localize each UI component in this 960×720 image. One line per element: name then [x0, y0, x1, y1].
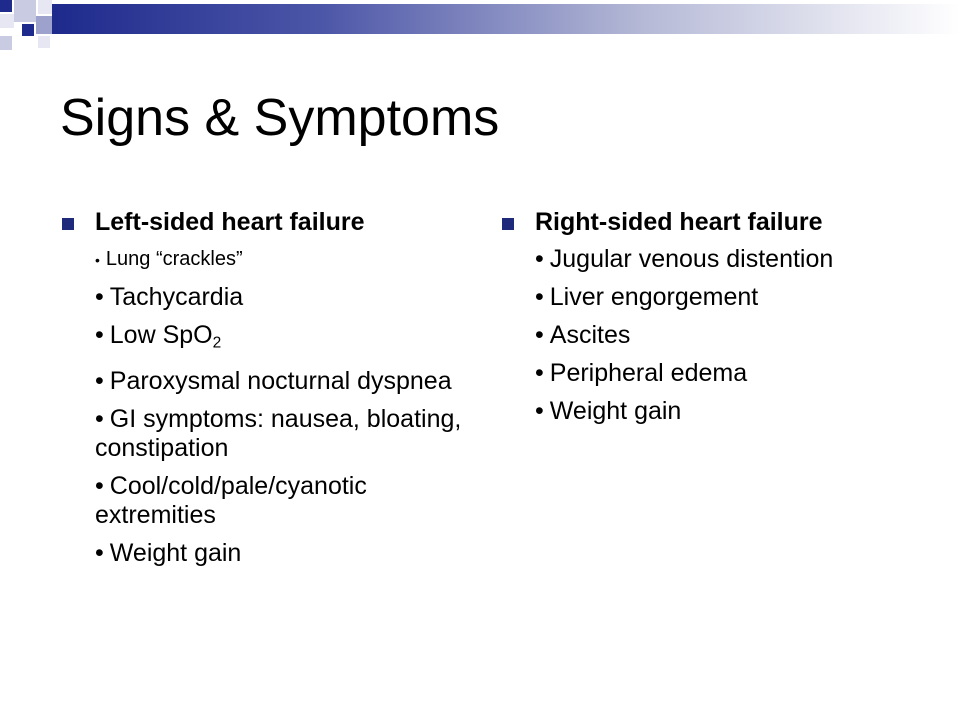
slide-title: Signs & Symptoms	[60, 89, 500, 147]
left-heading-text: Left-sided heart failure	[95, 208, 365, 236]
bullet-icon: •	[535, 359, 544, 387]
corner-square-1	[0, 0, 12, 12]
list-item: • Cool/cold/pale/cyanotic extremities	[95, 471, 367, 529]
list-item: • Lung “crackles”	[95, 248, 243, 270]
right-heading	[500, 205, 940, 239]
corner-square-7	[0, 36, 12, 50]
corner-square-6	[36, 16, 52, 34]
bullet-icon: •	[95, 538, 104, 567]
list-item: • Weight gain	[535, 397, 682, 425]
bullet-icon: •	[535, 245, 544, 273]
right-symptom-list	[500, 245, 940, 426]
bullet-icon: •	[95, 471, 104, 500]
list-item: • Ascites	[535, 321, 631, 349]
right-heading-text: Right-sided heart failure	[535, 208, 823, 236]
corner-square-5	[22, 24, 34, 36]
list-item: • Liver engorgement	[535, 283, 759, 311]
left-column	[60, 205, 480, 577]
bullet-icon: •	[95, 404, 104, 433]
square-bullet-icon	[62, 218, 74, 230]
square-bullet-icon	[502, 218, 514, 230]
bullet-icon: •	[95, 252, 100, 268]
list-item: • Weight gain	[95, 538, 242, 567]
list-item: • Tachycardia	[95, 283, 244, 311]
left-symptom-list	[60, 245, 480, 568]
header-gradient-bar	[52, 4, 960, 34]
list-item: • Low SpO$_2$	[95, 321, 222, 352]
right-column	[500, 205, 940, 435]
bullet-icon: •	[95, 321, 104, 349]
list-item: • Paroxysmal nocturnal dyspnea	[95, 366, 452, 395]
bullet-icon: •	[95, 283, 104, 311]
list-item: • Peripheral edema	[535, 359, 748, 387]
bullet-icon: •	[535, 321, 544, 349]
bullet-icon: •	[535, 283, 544, 311]
list-item: • Jugular venous distention	[535, 245, 834, 273]
bullet-icon: •	[95, 366, 104, 395]
list-item: • GI symptoms: nausea, bloating, constipation	[95, 404, 462, 462]
corner-square-2	[14, 0, 36, 22]
bullet-icon: •	[535, 397, 544, 425]
corner-square-4	[0, 14, 14, 28]
left-heading	[60, 205, 480, 239]
corner-square-8	[38, 36, 50, 48]
subscript: 2	[212, 334, 222, 352]
corner-square-3	[38, 0, 52, 14]
